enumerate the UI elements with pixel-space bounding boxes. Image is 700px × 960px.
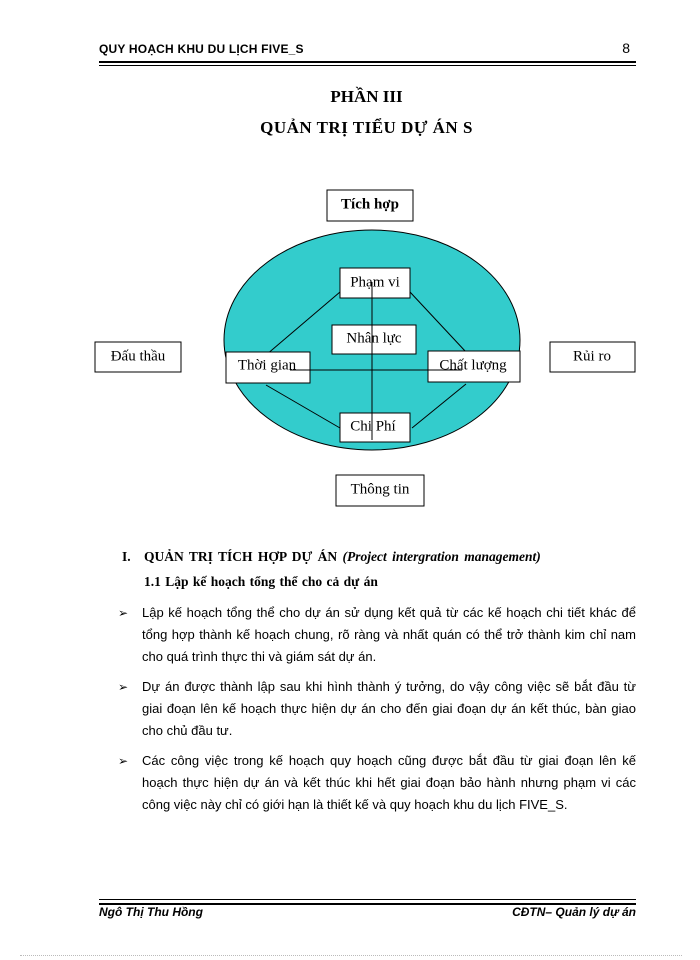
section-heading-english: (Project intergration management) bbox=[342, 549, 541, 564]
label-integration: Tích hợp bbox=[341, 196, 399, 213]
part-title: PHẦN III bbox=[330, 87, 403, 106]
arrow-bullet-icon: ➢ bbox=[118, 680, 129, 694]
label-quality: Chất lượng bbox=[439, 357, 507, 374]
footer-author: Ngô Thị Thu Hồng bbox=[99, 905, 203, 919]
bullet-item bbox=[118, 676, 636, 742]
label-time: Thời gian bbox=[237, 357, 297, 374]
header-title: QUY HOẠCH KHU DU LỊCH FIVE_S bbox=[99, 42, 304, 56]
label-scope: Phạm vi bbox=[350, 274, 400, 291]
label-hr: Nhân lực bbox=[346, 330, 402, 347]
footer-course: CĐTN– Quản lý dự án bbox=[512, 905, 636, 919]
section-title: QUẢN TRỊ TIỂU DỰ ÁN S bbox=[260, 118, 473, 137]
section-heading bbox=[144, 549, 541, 565]
label-cost: Chi Phí bbox=[350, 418, 396, 435]
page-number: 8 bbox=[622, 40, 630, 56]
bullet-item bbox=[118, 750, 636, 816]
bullet-text: Dự án được thành lập sau khi hình thành ý tưởng, do vậy công việc sẽ bắt đầu từ giai đoạn lên kế hoạch thực hiện dự án cho đến giai đoạn dự án kết thúc, bàn giao cho chủ đầu tư. bbox=[142, 679, 636, 738]
footer-rule-thin bbox=[99, 899, 636, 900]
subsection-heading: 1.1 Lập kế hoạch tổng thể cho cả dự án bbox=[144, 574, 378, 589]
bullet-text: Các công việc trong kế hoạch quy hoạch cũng được bắt đầu từ giai đoạn lên kế hoạch thực hiện dự án và kết thúc khi hết giai đoạn bảo hành nhưng phạm vi các công việc này chỉ có giới hạn là thiết kế và quy hoạch khu du lịch FIVE_S. bbox=[142, 753, 636, 812]
bullet-text: Lập kế hoạch tổng thể cho dự án sử dụng kết quả từ các kế hoạch chi tiết khác để tổng hợp thành kế hoạch chung, rõ ràng và nhất quán có thể trở thành kim chỉ nam cho quá trình thực thi và giám sát dự án. bbox=[142, 605, 636, 664]
section-number: I. bbox=[122, 549, 131, 564]
page-edge bbox=[20, 955, 682, 956]
arrow-bullet-icon: ➢ bbox=[118, 606, 129, 620]
label-risk: Rủi ro bbox=[573, 348, 611, 365]
label-procurement: Đấu thầu bbox=[110, 348, 166, 365]
bullet-item bbox=[118, 602, 636, 668]
section-heading-text: QUẢN TRỊ TÍCH HỢP DỰ ÁN bbox=[144, 549, 338, 564]
label-communication: Thông tin bbox=[350, 481, 410, 498]
arrow-bullet-icon: ➢ bbox=[118, 754, 129, 768]
